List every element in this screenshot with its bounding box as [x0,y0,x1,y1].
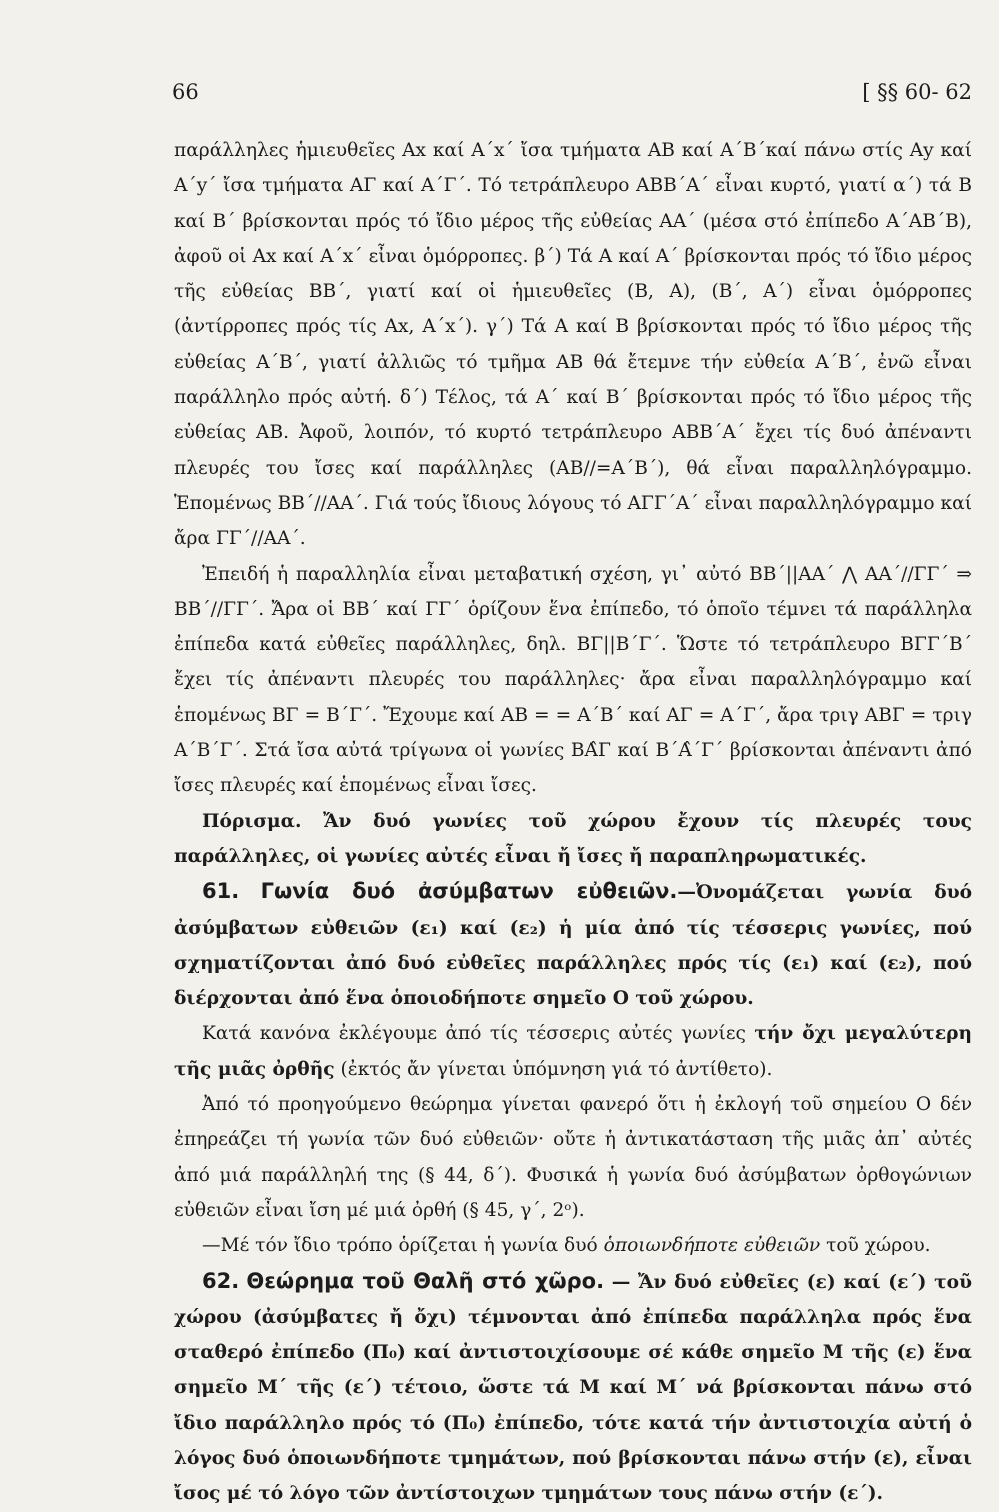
page-header [172,80,972,116]
rule-text-start: Κατά κανόνα ἐκλέγουμε ἀπό τίς τέσσερις αὐτές γωνίες [202,1023,755,1045]
general-lines-end: τοῦ χώρου. [820,1235,931,1257]
section-range: [ §§ 60- 62 [862,80,972,104]
section-61-definition: —Ὀνομάζεται γωνία δυό ἀσύμβατων εὐθειῶν (ε₁) καί (ε₂) ἡ μία ἀπό τίς τέσσερις γωνίες, πού σχηματίζονται ἀπό δυό εὐθεῖες παράλληλες πρός τίς (ε₁) καί (ε₂), πού διέρχονται ἀπό ἕνα ὁποιοδήποτε σημεῖο Ο τοῦ χώρου. [174,882,972,1010]
section-61-number: 61. [202,879,240,904]
body-text [174,133,972,1512]
section-62-title: Θεώρημα τοῦ Θαλῆ στό χῶρο. [246,1268,605,1293]
section-62 [174,1264,972,1512]
rule-text-bold: τήν ὄχι μεγαλύτερη τῆς μιᾶς ὀρθῆς [174,1023,973,1080]
paragraph-transitivity: Ἐπειδή ἡ παραλληλία εἶναι μεταβατική σχέση, γι᾽ αὐτό ΒΒ΄||ΑΑ΄ ⋀ ΑΑ΄//ΓΓ΄ ⇒ ΒΒ΄//ΓΓ΄. Ἄρα οἱ ΒΒ΄ καί ΓΓ΄ ὁρίζουν ἕνα ἐπίπεδο, τό ὁποῖο τέμνει τά παράλληλα ἐπίπεδα κατά εὐθεῖες παράλληλες, δηλ. ΒΓ||Β΄Γ΄. Ὥστε τό τετράπλευρο ΒΓΓ΄Β΄ ἔχει τίς ἀπέναντι πλευρές του παράλληλες· ἄρα εἶναι παραλληλόγραμμο καί ἑπομένως ΒΓ = Β΄Γ΄. Ἔχουμε καί ΑΒ = = Α΄Β΄ καί ΑΓ = Α΄Γ΄, ἄρα τριγ ΑΒΓ = τριγ Α΄Β΄Γ΄. Στά ἴσα αὐτά τρίγωνα οἱ γωνίες ΒΑ̂Γ καί Β΄Α̂΄Γ΄ βρίσκονται ἀπέναντι ἀπό ἴσες πλευρές καί ἑπομένως εἶναι ἴσες. [174,563,972,797]
paragraph-proof-continuation: παράλληλες ἡμιευθεῖες Αx καί Α΄x΄ ἴσα τμήματα ΑΒ καί Α΄Β΄καί πάνω στίς Αy καί Α΄y΄ ἴσα τμήματα ΑΓ καί Α΄Γ΄. Τό τετράπλευρο ΑΒΒ΄Α΄ εἶναι κυρτό, γιατί α΄) τά Β καί Β΄ βρίσκονται πρός τό ἴδιο μέρος τῆς εὐθείας ΑΑ΄ (μέσα στό ἐπίπεδο Α΄ΑΒ΄Β), ἀφοῦ οἱ Αx καί Α΄x΄ εἶναι ὁμόρροπες. β΄) Τά Α καί Α΄ βρίσκονται πρός τό ἴδιο μέρος τῆς εὐθείας ΒΒ΄, γιατί καί οἱ ἡμιευθεῖες (Β, Α), (Β΄, Α΄) εἶναι ὁμόρροπες (ἀντίρροπες πρός τίς Αx, Α΄x΄). γ΄) Τά Α καί Β βρίσκονται πρός τό ἴδιο μέρος τῆς εὐθείας Α΄Β΄, γιατί ἀλλιῶς τό τμῆμα ΑΒ θά ἔτεμνε τήν εὐθεία Α΄Β΄, ἐνῶ εἶναι παράλληλο πρός αὐτή. δ΄) Τέλος, τά Α΄ καί Β΄ βρίσκονται πρός τό ἴδιο μέρος τῆς εὐθείας ΑΒ. Ἀφοῦ, λοιπόν, τό κυρτό τετράπλευρο ΑΒΒ΄Α΄ ἔχει τίς δυό ἀπέναντι πλευρές του ἴσες καί παράλληλες (ΑΒ//=Α΄Β΄), θά εἶναι παραλληλόγραμμο. Ἑπομένως ΒΒ΄//ΑΑ΄. Γιά τούς ἴδιους λόγους τό ΑΓΓ΄Α΄ εἶναι παραλληλόγραμμο καί ἄρα ΓΓ΄//ΑΑ΄. [174,140,972,550]
paragraph-consequence: Ἀπό τό προηγούμενο θεώρημα γίνεται φανερό ὅτι ἡ ἐκλογή τοῦ σημείου Ο δέν ἐπηρεάζει τή γωνία τῶν δυό εὐθειῶν· οὔτε ἡ ἀντικατάσταση τῆς μιᾶς ἀπ᾽ αὐτές ἀπό μιά παράλληλή της (§ 44, δ΄). Φυσικά ἡ γωνία δυό ἀσύμβατων ὀρθογώνιων εὐθειῶν εἶναι ἴση μέ μιά ὀρθή (§ 45, γ΄, 2ᵒ). [174,1094,972,1221]
rule-text-end: (ἐκτός ἄν γίνεται ὑπόμνηση γιά τό ἀντίθετο). [334,1058,773,1080]
paragraph-general-lines [174,1228,972,1263]
page-number: 66 [172,80,199,104]
section-62-theorem: — Ἄν δυό εὐθεῖες (ε) καί (ε΄) τοῦ χώρου (ἀσύμβατες ἤ ὄχι) τέμνονται ἀπό ἐπίπεδα παράλληλα πρός ἕνα σταθερό ἐπίπεδο (Π₀) καί ἀντιστοιχίσουμε σέ κάθε σημεῖο Μ τῆς (ε) ἕνα σημεῖο Μ΄ τῆς (ε΄) τέτοιο, ὥστε τά Μ καί Μ΄ νά βρίσκονται πάνω στό ἴδιο παράλληλο πρός τό (Π₀) ἐπίπεδο, τότε κατά τήν ἀντιστοιχία αὐτή ὁ λόγος δυό ὁποιωνδήποτε τμημάτων, πού βρίσκονται πάνω στήν (ε), εἶναι ἴσος μέ τό λόγο τῶν ἀντίστοιχων τμημάτων τους πάνω στήν (ε΄). [174,1271,972,1505]
section-62-number: 62. [202,1268,240,1293]
section-61-title: Γωνία δυό ἀσύμβατων εὐθειῶν. [260,879,678,904]
corollary: Πόρισμα. Ἄν δυό γωνίες τοῦ χώρου ἔχουν τίς πλευρές τους παράλληλες, οἱ γωνίες αὐτές εἶναι ἤ ἴσες ἤ παραπληρωματικές. [174,810,972,867]
paragraph-rule [174,1016,972,1087]
general-lines-italic: ὁποιωνδήποτε εὐθειῶν [603,1235,821,1257]
general-lines-start: —Μέ τόν ἴδιο τρόπο ὁρίζεται ἡ γωνία δυό [202,1235,604,1257]
section-61 [174,874,972,1016]
